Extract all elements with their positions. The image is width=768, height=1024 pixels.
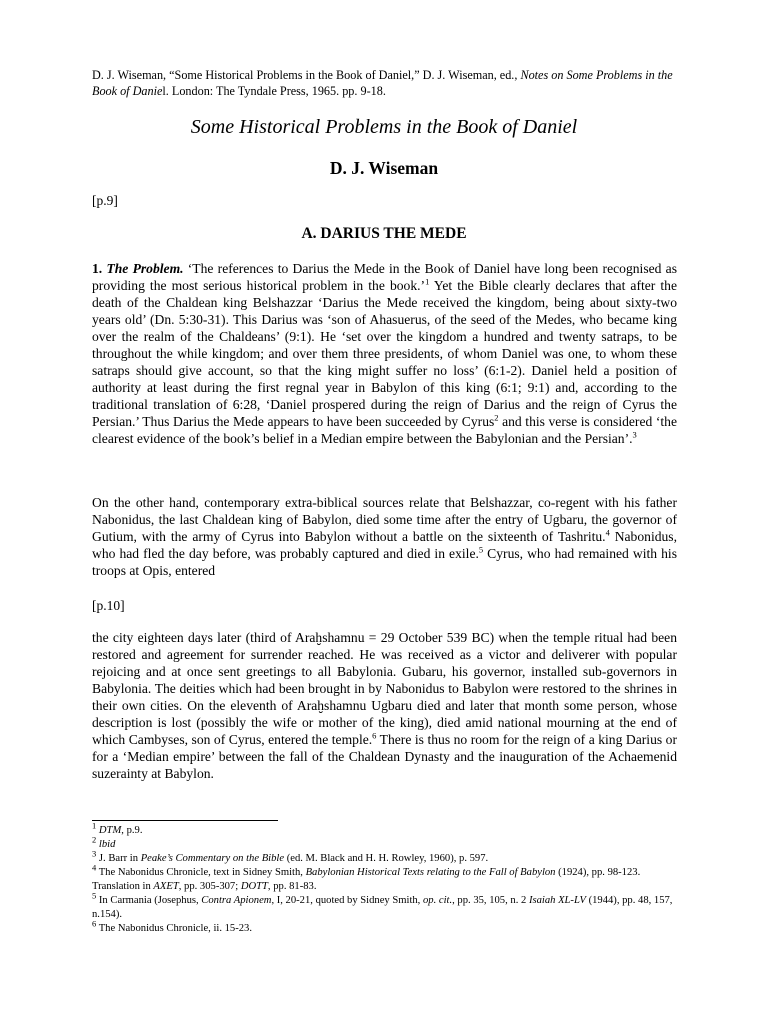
footnote-text: Peake’s Commentary on the Bible [140, 853, 285, 864]
article-title: Some Historical Problems in the Book of Daniel [190, 116, 578, 138]
paragraph-text: Nabonidus, who had fled the day before, was probably captured and died in exile. [92, 529, 677, 561]
footnote-text: , p.9. [121, 825, 143, 836]
paragraph-text: On the other hand, contemporary extra-biblical sources relate that Belshazzar, co-regent with his father Nabonidus, the last Chaldean king of Babylon, died some time after the entry of Ugbaru, the governor of Gutium, with the army of Cyrus into Babylon without a battle on the sixteenth of Tashritu. [92, 495, 677, 544]
citation-book-title: Notes on Some Problems in the Book of Danie [92, 68, 673, 98]
paragraph-text: and this verse is considered ‘the clearest evidence of the book’s belief in a Median empire between the Babylonian and the Persian’. [92, 414, 677, 446]
footnotes [92, 820, 682, 936]
footnote-number: 2 [92, 834, 97, 845]
footnote-text: lbid [98, 839, 116, 850]
paragraph-text: ‘The references to Darius the Mede in the Book of Daniel have long been recognised as providing the most serious historical problem in the book.’ [92, 261, 677, 293]
footnote-ref: 1 [425, 276, 430, 287]
paragraph-label: The Problem. [106, 261, 184, 276]
section-heading: A. DARIUS THE MEDE [301, 225, 467, 242]
paragraph-text: There is thus no room for the reign of a king Darius or for a ‘Median empire’ between the fall of the Chaldean Dynasty and the inauguration of the Achaemenid suzerainty at Babylon. [92, 732, 677, 781]
paragraph-text: the city eighteen days later (third of Araḫshamnu = 29 October 539 BC) when the temple ritual had been restored and agreement for surrender reached. He was received as a victor and deliverer with popular rejoicing and at once sent greetings to all Babylonia. Gubaru, his governor, installed sub-governors in Babylonia. The deities which had been brought in by Nabonidus to Babylon were restored to the shrines in their own cities. On the eleventh of Araḫshamnu Ugbaru died and later that month some person, whose description is lost (possibly the wife or mother of the king), died amid national mourning at the end of which Cambyses, son of Cyrus, entered the temple. [92, 630, 677, 747]
citation-publisher: l. London: The Tyndale Press, 1965. pp. 9-18. [162, 84, 386, 98]
paragraph-number: 1. [92, 261, 103, 276]
footnote-text: , pp. 305-307; [178, 881, 241, 892]
footnote-text: Contra Apionem [201, 895, 272, 906]
footnote-ref: 5 [478, 544, 484, 555]
footnote-2 [92, 834, 682, 852]
paragraph-3 [92, 629, 677, 782]
article-author: D. J. Wiseman [329, 158, 439, 178]
footnote-text: The Nabonidus Chronicle, ii. 15-23. [96, 923, 252, 934]
footnote-text: Isaiah XL-LV [528, 895, 586, 906]
footnote-6 [92, 918, 682, 936]
footnote-5 [92, 890, 682, 922]
footnote-number: 3 [92, 848, 97, 859]
footnote-text: , pp. 35, 105, n. 2 [452, 895, 529, 906]
footnote-1 [92, 820, 682, 838]
footnote-text: (ed. M. Black and H. H. Rowley, 1960), p. 597. [284, 853, 489, 864]
footnote-ref: 3 [632, 429, 637, 440]
footnote-text: DTM [98, 825, 122, 836]
footnote-text: (1944), pp. 48, 157, n.154). [92, 895, 673, 920]
footnote-ref: 6 [372, 730, 377, 741]
footnote-number: 6 [92, 918, 97, 929]
paragraph-text: Cyrus, who had remained with his troops at Opis, entered [92, 546, 677, 578]
footnote-divider [92, 820, 278, 821]
paragraph-text: Yet the Bible clearly declares that after the death of the Chaldean king Belshazzar ‘Darius the Mede received the kingdom, being about sixty-two years old’ (Dn. 5:30-31). This Darius was ‘son of Ahasuerus, of the seed of the Medes, who became king over the realm of the Chaldeans’ (9:1). He ‘set over the kingdom a hundred and twenty satraps, to be throughout the while kingdom; and over them three presidents, of whom Daniel was one, to whom these satraps should give account, so that the king might suffer no loss’ (6:1-2). Daniel held a position of authority at least during the first regnal year in Babylon of this king (6:1; 9:1) and, according to the traditional translation of 6:28, ‘Daniel prospered during the reign of Darius and the reign of Cyrus the Persian.’ Thus Darius the Mede appears to have been succeeded by Cyrus [92, 278, 677, 429]
page-marker: [p.10] [92, 598, 125, 613]
footnote-text: AXET [153, 881, 179, 892]
paragraph-2 [92, 494, 677, 579]
footnote-ref: 2 [494, 412, 499, 423]
footnote-number: 1 [92, 820, 97, 831]
footnote-text: (1924), pp. 98-123. Translation in [92, 867, 641, 892]
footnote-text: The Nabonidus Chronicle, text in Sidney Smith, [96, 867, 306, 878]
footnote-4 [92, 862, 682, 894]
footnote-number: 5 [92, 890, 97, 901]
footnote-number: 4 [92, 862, 97, 873]
footnote-text: , pp. 81-83. [267, 881, 317, 892]
footnote-text: DOTT [240, 881, 268, 892]
footnote-text: J. Barr in [96, 853, 141, 864]
citation-text: D. J. Wiseman, “Some Historical Problems in the Book of Daniel,” D. J. Wiseman, ed., [92, 68, 521, 82]
footnote-ref: 4 [605, 527, 610, 538]
footnote-text: In Carmania (Josephus, [96, 895, 202, 906]
footnote-text: op. cit. [422, 895, 453, 906]
footnote-3 [92, 848, 682, 866]
footnote-text: , I, 20-21, quoted by Sidney Smith, [271, 895, 423, 906]
footnote-text: Babylonian Historical Texts relating to the Fall of Babylon [305, 867, 556, 878]
page-marker: [p.9] [92, 193, 118, 208]
citation-header [92, 67, 682, 99]
paragraph-1 [92, 260, 677, 447]
